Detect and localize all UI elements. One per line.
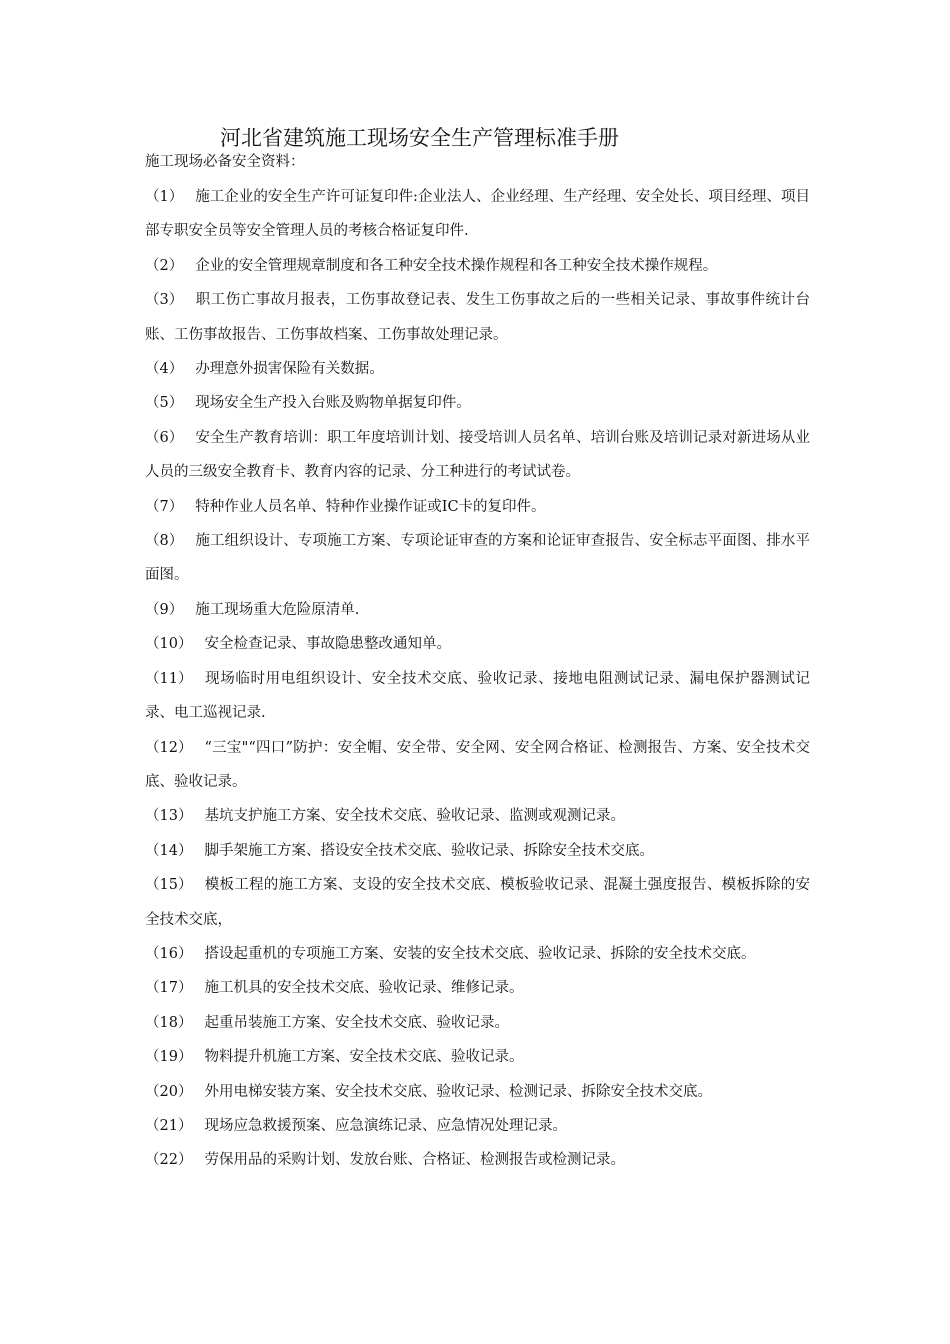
item-number: （1） xyxy=(145,189,184,205)
item-text: 企业的安全管理规章制度和各工种安全技术操作规程和各工种安全技术操作规程。 xyxy=(195,257,718,274)
item-number: （8） xyxy=(145,533,184,550)
item-text: 现场应急救援预案、应急演练记录、应急情况处理记录。 xyxy=(204,1117,567,1134)
item-number: （7） xyxy=(145,498,184,515)
item-text: 模板工程的施工方案、支设的安全技术交底、模板验收记录、混凝土强度报告、模板拆除的安全技术交底， xyxy=(145,877,810,928)
item-text: 施工企业的安全生产许可证复印件:企业法人、企业经理、生产经理、安全处长、项目经理、项目部专职安全员等安全管理人员的考核合格证复印件. xyxy=(145,189,810,240)
item-number: （21） xyxy=(145,1117,193,1134)
item-text: 安全检查记录、事故隐患整改通知单。 xyxy=(204,636,451,653)
list-item xyxy=(145,352,810,386)
item-number: （18） xyxy=(145,1014,193,1031)
item-text: 起重吊装施工方案、安全技术交底、验收记录。 xyxy=(204,1014,509,1031)
list-item xyxy=(145,662,810,731)
document-title: 河北省建筑施工现场安全生产管理标准手册 xyxy=(220,126,619,150)
item-text: 脚手架施工方案、搭设安全技术交底、验收记录、拆除安全技术交底。 xyxy=(204,842,654,859)
item-text: 物料提升机施工方案、安全技术交底、验收记录。 xyxy=(204,1049,524,1066)
list-item xyxy=(145,593,810,627)
item-number: （10） xyxy=(145,636,193,653)
list-item xyxy=(145,799,810,833)
list-item xyxy=(145,868,810,937)
item-text: 现场安全生产投入台账及购物单据复印件。 xyxy=(195,395,471,412)
requirements-list xyxy=(145,180,810,1178)
item-number: （17） xyxy=(145,980,193,997)
item-number: （14） xyxy=(145,842,193,859)
item-text: “三宝"“四口”防护：安全帽、安全带、安全网、安全网合格证、检测报告、方案、安全技术交底、验收记录。 xyxy=(145,739,810,790)
item-text: 劳保用品的采购计划、发放台账、合格证、检测报告或检测记录。 xyxy=(204,1152,625,1169)
list-item xyxy=(145,1040,810,1074)
item-number: （20） xyxy=(145,1083,193,1100)
intro-line: 施工现场必备安全资料： xyxy=(145,154,305,170)
list-item xyxy=(145,1075,810,1109)
list-item xyxy=(145,1006,810,1040)
list-item xyxy=(145,386,810,420)
item-number: （2） xyxy=(145,257,184,274)
list-item xyxy=(145,731,810,800)
list-item xyxy=(145,490,810,524)
list-item xyxy=(145,971,810,1005)
item-text: 搭设起重机的专项施工方案、安装的安全技术交底、验收记录、拆除的安全技术交底。 xyxy=(204,945,756,962)
item-text: 办理意外损害保险有关数据。 xyxy=(195,361,384,378)
item-text: 施工组织设计、专项施工方案、专项论证审查的方案和论证审查报告、安全标志平面图、排水平面图。 xyxy=(145,533,810,584)
item-number: （9） xyxy=(145,601,184,618)
item-number: （4） xyxy=(145,361,184,378)
item-number: （19） xyxy=(145,1049,193,1066)
item-number: （6） xyxy=(145,429,184,446)
item-number: （5） xyxy=(145,395,184,412)
item-text: 基坑支护施工方案、安全技术交底、验收记录、监测或观测记录。 xyxy=(204,808,625,825)
item-number: （13） xyxy=(145,808,193,825)
item-text: 现场临时用电组织设计、安全技术交底、验收记录、接地电阻测试记录、漏电保护器测试记录、电工巡视记录. xyxy=(145,670,810,722)
list-item xyxy=(145,1143,810,1177)
list-item xyxy=(145,180,810,249)
list-item xyxy=(145,283,810,352)
item-text: 施工现场重大危险原清单. xyxy=(195,601,360,618)
item-number: （11） xyxy=(145,670,193,687)
list-item xyxy=(145,937,810,971)
item-number: （3） xyxy=(145,292,184,309)
item-number: （12） xyxy=(145,739,193,756)
item-text: 外用电梯安装方案、安全技术交底、验收记录、检测记录、拆除安全技术交底。 xyxy=(204,1083,712,1100)
list-item xyxy=(145,524,810,593)
item-text: 特种作业人员名单、特种作业操作证或IC卡的复印件。 xyxy=(195,498,546,515)
item-text: 职工伤亡事故月报表，工伤事故登记表、发生工伤事故之后的一些相关记录、事故事件统计台账、工伤事故报告、工伤事故档案、工伤事故处理记录。 xyxy=(145,292,810,343)
list-item xyxy=(145,1109,810,1143)
item-text: 施工机具的安全技术交底、验收记录、维修记录。 xyxy=(204,980,524,997)
list-item xyxy=(145,421,810,490)
list-item xyxy=(145,834,810,868)
item-number: （15） xyxy=(145,877,193,894)
item-text: 安全生产教育培训：职工年度培训计划、接受培训人员名单、培训台账及培训记录对新进场从业人员的三级安全教育卡、教育内容的记录、分工种进行的考试试卷。 xyxy=(145,429,810,481)
list-item xyxy=(145,249,810,283)
list-item xyxy=(145,627,810,661)
item-number: （22） xyxy=(145,1152,193,1169)
item-number: （16） xyxy=(145,945,193,962)
